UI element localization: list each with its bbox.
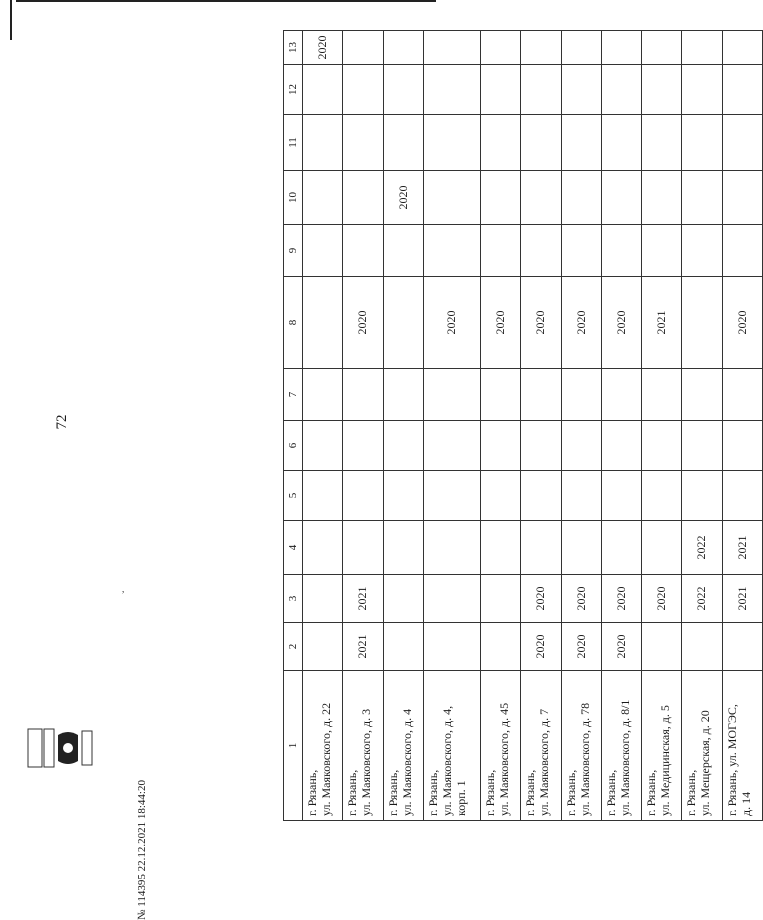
year-cell: 2020 [561,277,601,369]
table-row [682,31,722,821]
year-cell [521,521,561,575]
electronic-signature-stamp [26,727,96,769]
address-line: ул. Маяковского, д. 3 [359,708,374,816]
year-cell [561,225,601,277]
rotated-table-container [283,31,763,821]
address-cell [521,671,561,821]
year-cell [561,521,601,575]
year-cell [343,421,383,471]
column-header: 4 [284,521,303,575]
year-cell: 2020 [343,277,383,369]
year-cell [722,421,762,471]
year-cell [722,115,762,171]
year-cell [561,369,601,421]
year-cell [383,369,423,421]
year-cell [423,171,480,225]
column-header: 6 [284,421,303,471]
year-cell [481,225,521,277]
year-cell [682,171,722,225]
column-header: 10 [284,171,303,225]
year-cell: 2021 [642,277,682,369]
year-cell [561,31,601,65]
year-cell [481,31,521,65]
year-cell [682,115,722,171]
column-header: 2 [284,623,303,671]
table-row [481,31,521,821]
year-cell [383,115,423,171]
column-header: 11 [284,115,303,171]
year-cell [561,471,601,521]
year-cell [642,65,682,115]
year-cell [423,369,480,421]
address-cell [682,671,722,821]
table-row [642,31,682,821]
year-cell [423,471,480,521]
page-number: 72 [54,414,70,430]
year-cell [383,521,423,575]
year-cell [642,171,682,225]
year-cell [423,31,480,65]
year-cell [642,115,682,171]
column-header: 7 [284,369,303,421]
year-cell [561,421,601,471]
address-line: ул. Маяковского, д. 7 [537,708,552,816]
year-cell [682,31,722,65]
column-header: 9 [284,225,303,277]
year-cell [481,623,521,671]
year-cell [383,65,423,115]
year-cell [521,31,561,65]
address-line: ул. Маяковского, д. 22 [319,702,333,816]
year-cell [303,225,343,277]
year-cell [343,369,383,421]
year-cell [722,225,762,277]
year-cell [303,369,343,421]
year-cell [343,471,383,521]
address-line: ул. Маяковского, д. 4 [399,708,414,816]
year-cell [722,65,762,115]
document-reference [134,590,150,920]
year-cell [481,521,521,575]
year-cell [601,471,641,521]
year-cell [423,225,480,277]
year-cell [521,421,561,471]
year-cell [561,115,601,171]
year-cell: 2020 [561,575,601,623]
year-cell [521,369,561,421]
year-cell [423,575,480,623]
year-cell: 2021 [343,623,383,671]
year-cell [601,171,641,225]
year-cell: 2020 [303,31,343,65]
year-cell [521,171,561,225]
year-cell: 2020 [481,277,521,369]
address-cell [481,671,521,821]
year-cell [343,115,383,171]
column-header: 1 [284,671,303,821]
address-line: ул. Медицинская, д. 5 [658,705,673,816]
year-cell: 2020 [521,623,561,671]
year-cell: 2020 [642,575,682,623]
year-cell [682,277,722,369]
year-cell: 2020 [601,277,641,369]
stamp-emblem-icon [26,727,96,769]
year-cell [383,575,423,623]
schedule-table [283,30,763,821]
year-cell [722,623,762,671]
year-cell: 2021 [343,575,383,623]
year-cell [383,225,423,277]
year-cell [601,31,641,65]
year-cell: 2020 [561,623,601,671]
year-cell [383,471,423,521]
year-cell [722,31,762,65]
year-cell [303,65,343,115]
address-line: корп. 1 [453,780,468,816]
year-cell [682,225,722,277]
year-cell [521,115,561,171]
year-cell [642,225,682,277]
year-cell [642,521,682,575]
year-cell: 2020 [722,277,762,369]
year-cell [383,421,423,471]
table-row [303,31,343,821]
year-cell [383,31,423,65]
address-line: ул. Маяковского, д. 4, [439,705,454,816]
stray-mark: , [122,584,125,594]
year-cell [521,471,561,521]
address-line: г. Рязань, [483,769,498,816]
address-line: г. Рязань, [563,769,578,816]
scan-edge-mark [16,0,436,2]
year-cell [343,65,383,115]
year-cell [642,421,682,471]
year-cell [682,65,722,115]
year-cell [642,471,682,521]
year-cell [423,421,480,471]
address-cell [303,671,343,821]
year-cell [642,623,682,671]
year-cell [303,521,343,575]
scan-edge-mark-left [10,0,12,40]
year-cell [481,115,521,171]
year-cell [481,65,521,115]
year-cell: 2020 [521,575,561,623]
year-cell: 2022 [682,521,722,575]
address-line: ул. Мещерская, д. 20 [698,710,713,816]
year-cell [601,65,641,115]
year-cell [343,171,383,225]
year-cell: 2020 [601,623,641,671]
address-line: г. Рязань, [345,769,360,816]
table-row [383,31,423,821]
address-line: г. Рязань, ул. МОГЭС, [724,704,739,816]
table-body [303,31,763,821]
year-cell: 2020 [521,277,561,369]
year-cell: 2021 [722,521,762,575]
year-cell [521,65,561,115]
year-cell [682,623,722,671]
address-line: г. Рязань, [385,769,400,816]
table-row [601,31,641,821]
year-cell [343,225,383,277]
year-cell [601,521,641,575]
address-cell [561,671,601,821]
year-cell [423,115,480,171]
address-line: г. Рязань, [305,769,319,816]
year-cell [303,623,343,671]
address-line: ул. Маяковского, д. 8/1 [617,699,632,816]
year-cell [722,369,762,421]
table-row [722,31,762,821]
year-cell [383,623,423,671]
year-cell [423,65,480,115]
column-header: 12 [284,65,303,115]
year-cell [561,65,601,115]
year-cell [561,171,601,225]
table-row [521,31,561,821]
year-cell [303,471,343,521]
year-cell [481,369,521,421]
year-cell [722,471,762,521]
year-cell [682,369,722,421]
year-cell [423,623,480,671]
address-cell [423,671,480,821]
table-row [561,31,601,821]
address-cell [722,671,762,821]
table-row [423,31,480,821]
year-cell [343,31,383,65]
year-cell [682,471,722,521]
column-header: 3 [284,575,303,623]
document-reference-text: № 114395 22.12.2021 18:44:20 [136,780,148,920]
year-cell [481,421,521,471]
year-cell: 2020 [383,171,423,225]
year-cell [343,521,383,575]
year-cell [521,225,561,277]
year-cell: 2022 [682,575,722,623]
year-cell [481,575,521,623]
address-line: ул. Маяковского, д. 78 [577,702,592,816]
address-cell [601,671,641,821]
year-cell [481,471,521,521]
year-cell [601,225,641,277]
year-cell: 2021 [722,575,762,623]
year-cell [601,115,641,171]
year-cell: 2020 [423,277,480,369]
year-cell [303,575,343,623]
address-line: ул. Маяковского, д. 45 [497,702,512,816]
year-cell [383,277,423,369]
address-line: д. 14 [738,791,753,816]
address-cell [343,671,383,821]
address-line: г. Рязань, [644,769,659,816]
year-cell: 2020 [601,575,641,623]
address-line: г. Рязань, [684,769,699,816]
address-line: г. Рязань, [603,769,618,816]
year-cell [303,115,343,171]
year-cell [642,31,682,65]
address-line: г. Рязань, [425,769,440,816]
year-cell [303,421,343,471]
year-cell [303,277,343,369]
year-cell [682,421,722,471]
year-cell [601,369,641,421]
year-cell [722,171,762,225]
address-line: г. Рязань, [523,769,538,816]
year-cell [481,171,521,225]
address-cell [642,671,682,821]
column-header: 8 [284,277,303,369]
address-cell [383,671,423,821]
column-header: 5 [284,471,303,521]
table-header-row [284,31,303,821]
year-cell [642,369,682,421]
column-header: 13 [284,31,303,65]
year-cell [303,171,343,225]
year-cell [423,521,480,575]
year-cell [601,421,641,471]
table-row [343,31,383,821]
